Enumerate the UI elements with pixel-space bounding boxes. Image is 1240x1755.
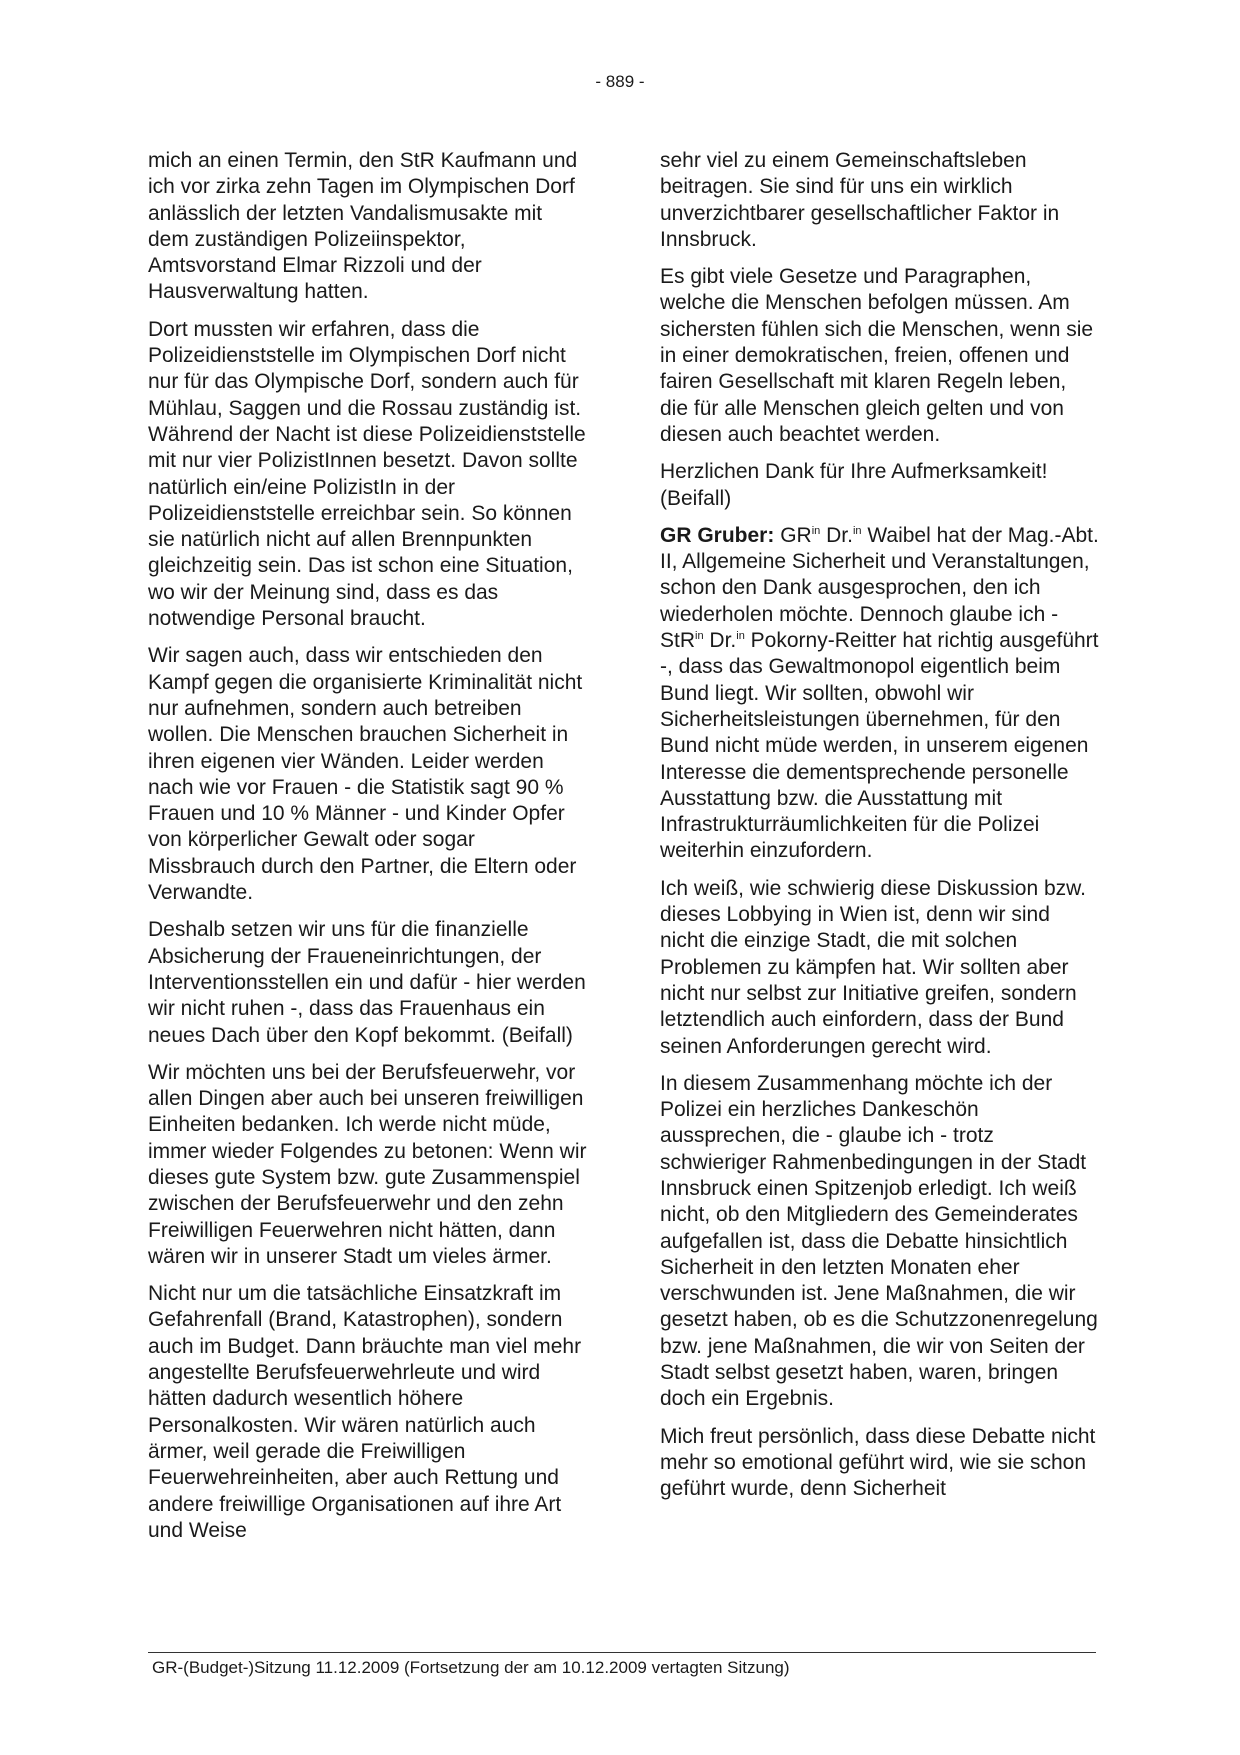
paragraph: mich an einen Termin, den StR Kaufmann und ich vor zirka zehn Tagen im Olympischen Dorf anlässlich der letzten Vandalismusakte mit dem zuständigen Polizeiinspektor, Amtsvorstand Elmar Rizzoli und der Hausverwaltung hatten.: [148, 149, 578, 304]
title-suffix: in: [695, 630, 704, 643]
paragraph: sehr viel zu einem Gemeinschaftsleben beitragen. Sie sind für uns ein wirklich unverzichtbarer gesellschaftlicher Faktor in Innsbruck.: [660, 149, 1060, 251]
paragraph: Es gibt viele Gesetze und Paragraphen, welche die Menschen befolgen müssen. Am sichersten fühlen sich die Menschen, wenn sie in einer demokratischen, freien, offenen und fairen Gesellschaft mit klaren Regeln leben, die für alle Menschen gleich gelten und von diesen auch beachtet werden.: [660, 265, 1094, 446]
paragraph: In diesem Zusammenhang möchte ich der Polizei ein herzliches Dankeschön aussprechen, die - glaube ich - trotz schwieriger Rahmenbedingungen in der Stadt Innsbruck einen Spitzenjob erledigt. Ich weiß nicht, ob den Mitgliedern des Gemeinderates aufgefallen ist, dass die Debatte hinsichtlich Sicherheit in den letzten Monaten eher verschwunden ist. Jene Maßnahmen, die wir gesetzt haben, ob es die Schutzzonenregelung bzw. jene Maßnahmen, die wir von Seiten der Stadt selbst gesetzt haben, waren, bringen doch ein Ergebnis.: [660, 1071, 1098, 1411]
paragraph: Wir möchten uns bei der Berufsfeuerwehr, vor allen Dingen aber auch bei unseren freiwilligen Einheiten bedanken. Ich werde nicht müde, immer wieder Folgendes zu betonen: Wenn wir dieses gute System bzw. gute Zusammenspiel zwischen der Berufsfeuerwehr und den zehn Freiwilligen Feuerwehren nicht hätten, dann wären wir in unserer Stadt um vieles ärmer.: [148, 1060, 587, 1268]
title-gr: GR: [780, 523, 812, 547]
paragraph: Nicht nur um die tatsächliche Einsatzkraft im Gefahrenfall (Brand, Katastrophen), sondern auch im Budget. Dann bräuchte man viel mehr angestellte Berufsfeuerwehrleute und wird hätten dadurch wesentlich höhere Personalkosten. Wir wären natürlich auch ärmer, weil gerade die Freiwilligen Feuerwehreinheiten, aber auch Rettung und andere freiwillige Organisationen auf ihre Art und Weise: [148, 1282, 582, 1542]
title-suffix: in: [811, 524, 821, 537]
speech-paragraph: [660, 523, 1100, 865]
paragraph: Dort mussten wir erfahren, dass die Polizeidienststelle im Olympischen Dorf nicht nur für das Olympische Dorf, sondern auch für Mühlau, Saggen und die Rossau zuständig ist. Während der Nacht ist diese Polizeidienststelle mit nur vier PolizistInnen besetzt. Davon sollte natürlich ein/eine PolizistIn in der Polizeidienststelle erreichbar sein. So können sie natürlich nicht auf allen Brennpunkten gleichzeitig sein. Das ist schon eine Situation, wo wir der Meinung sind, dass es das notwendige Personal braucht.: [148, 317, 586, 631]
paragraph: Herzlichen Dank für Ihre Aufmerksamkeit! (Beifall): [660, 460, 1048, 510]
paragraph: Ich weiß, wie schwierig diese Diskussion bzw. dieses Lobbying in Wien ist, denn wir sind nicht die einzige Stadt, die mit solchen Problemen zu kämpfen hat. Wir sollten aber nicht nur selbst zur Initiative greifen, sondern letztendlich auch einfordern, dass der Bund seinen Anforderungen gerecht wird.: [660, 876, 1086, 1058]
speaker-name: GR Gruber:: [660, 523, 775, 547]
page-number: - 889 -: [595, 72, 645, 91]
speech-text: Waibel hat der Mag.-Abt. II, Allgemeine Sicherheit und Veranstaltungen, schon den Dank ausgesprochen, den ich wiederholen möchte. Dennoch glaube ich - StR: [660, 523, 1099, 653]
paragraph: Mich freut persönlich, dass diese Debatte nicht mehr so emotional geführt wird, wie sie schon geführt wurde, denn Sicherheit: [660, 1424, 1096, 1501]
paragraph: Deshalb setzen wir uns für die finanzielle Absicherung der Fraueneinrichtungen, der Interventionsstellen ein und dafür - hier werden wir nicht ruhen -, dass das Frauenhaus ein neues Dach über den Kopf bekommt. (Beifall): [148, 918, 586, 1047]
title-suffix: in: [852, 524, 862, 537]
right-column: [660, 148, 1100, 1514]
page-footer: GR-(Budget-)Sitzung 11.12.2009 (Fortsetzung der am 10.12.2009 vertagten Sitzung): [152, 1658, 790, 1677]
paragraph: Wir sagen auch, dass wir entschieden den Kampf gegen die organisierte Kriminalität nicht nur aufnehmen, sondern auch betreiben wollen. Die Menschen brauchen Sicherheit in ihren eigenen vier Wänden. Leider werden nach wie vor Frauen - die Statistik sagt 90 % Frauen und 10 % Männer - und Kinder Opfer von körperlicher Gewalt oder sogar Missbrauch durch den Partner, die Eltern oder Verwandte.: [148, 644, 583, 905]
footer-divider: [148, 1652, 1096, 1653]
title-suffix: in: [736, 630, 745, 643]
speech-text: Pokorny-Reitter hat richtig ausgeführt -, dass das Gewaltmonopol eigentlich beim Bund liegt. Wir sollten, obwohl wir Sicherheitsleistungen übernehmen, für den Bund nicht müde werden, in unserem eigenen Interesse die dementsprechende personelle Ausstattung bzw. die Ausstattung mit Infrastrukturräumlichkeiten für die Polizei weiterhin einzufordern.: [660, 629, 1099, 863]
title-dr: Dr.: [826, 523, 853, 547]
left-column: [148, 148, 588, 1555]
title-dr: Dr.: [709, 629, 737, 653]
